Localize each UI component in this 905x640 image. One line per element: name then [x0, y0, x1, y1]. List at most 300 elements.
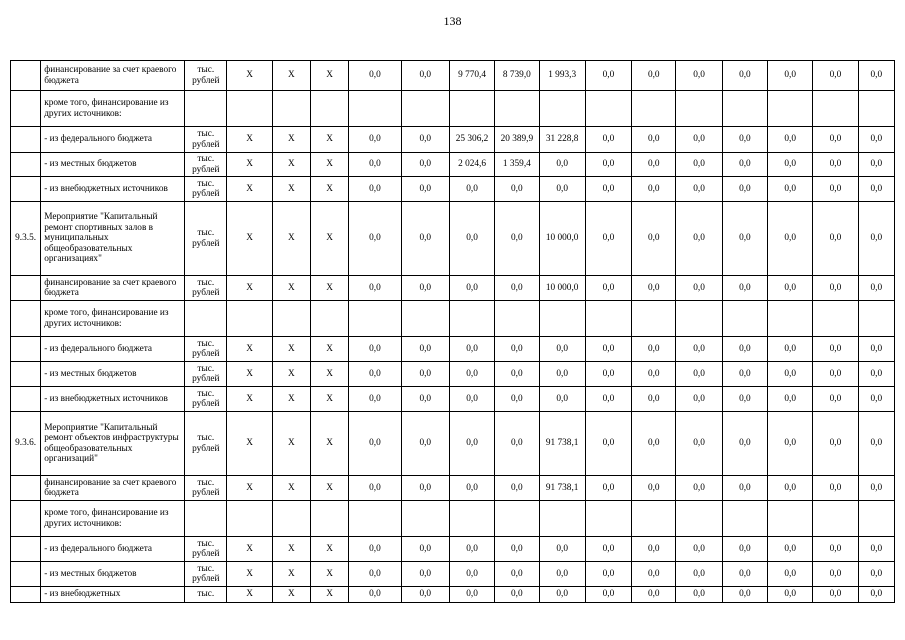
value-cell: 0,0 [632, 562, 676, 587]
row-number [11, 501, 41, 537]
row-name: - из внебюджетных источников [41, 177, 185, 202]
table-row [11, 412, 895, 476]
value-cell: X [272, 153, 310, 177]
value-cell: 0,0 [676, 202, 722, 276]
row-name: Мероприятие "Капитальный ремонт спортивных залов в муниципальных общеобразовательных организациях" [41, 202, 185, 276]
table-row [11, 61, 895, 91]
value-cell: X [311, 537, 349, 562]
value-cell [227, 501, 272, 537]
value-cell: 0,0 [768, 387, 813, 412]
value-cell: 0,0 [768, 412, 813, 476]
value-cell: 0,0 [676, 177, 722, 202]
value-cell: 0,0 [539, 587, 585, 603]
row-unit: тыс. рублей [185, 153, 227, 177]
value-cell [858, 501, 894, 537]
value-cell [585, 301, 631, 337]
row-unit [185, 91, 227, 127]
value-cell: 0,0 [768, 476, 813, 501]
value-cell [676, 91, 722, 127]
value-cell: 0,0 [768, 362, 813, 387]
value-cell: 0,0 [495, 587, 539, 603]
value-cell: 0,0 [632, 362, 676, 387]
value-cell: X [227, 276, 272, 301]
value-cell [311, 501, 349, 537]
value-cell: 0,0 [676, 587, 722, 603]
row-name: - из внебюджетных [41, 587, 185, 603]
value-cell: 25 306,2 [449, 127, 494, 153]
table-row [11, 537, 895, 562]
value-cell: X [227, 127, 272, 153]
value-cell: X [227, 337, 272, 362]
value-cell: 0,0 [585, 337, 631, 362]
value-cell: 0,0 [539, 562, 585, 587]
value-cell: 0,0 [585, 61, 631, 91]
value-cell: X [272, 537, 310, 562]
row-unit: тыс. рублей [185, 412, 227, 476]
value-cell: 91 738,1 [539, 412, 585, 476]
table-row [11, 177, 895, 202]
row-unit: тыс. рублей [185, 177, 227, 202]
value-cell: 0,0 [495, 202, 539, 276]
value-cell [722, 501, 767, 537]
value-cell: 0,0 [858, 537, 894, 562]
value-cell: X [227, 202, 272, 276]
value-cell [311, 91, 349, 127]
value-cell: 0,0 [585, 412, 631, 476]
row-name: кроме того, финансирование из других источников: [41, 91, 185, 127]
value-cell: 0,0 [632, 412, 676, 476]
value-cell: 0,0 [401, 276, 449, 301]
value-cell [272, 301, 310, 337]
value-cell: X [272, 387, 310, 412]
value-cell: 1 993,3 [539, 61, 585, 91]
value-cell [227, 91, 272, 127]
value-cell [858, 301, 894, 337]
value-cell: 0,0 [676, 61, 722, 91]
value-cell: 0,0 [768, 177, 813, 202]
value-cell: 0,0 [768, 276, 813, 301]
value-cell: 0,0 [449, 587, 494, 603]
value-cell: 2 024,6 [449, 153, 494, 177]
value-cell: 0,0 [768, 337, 813, 362]
value-cell: X [272, 127, 310, 153]
row-unit: тыс. рублей [185, 337, 227, 362]
value-cell: X [227, 362, 272, 387]
value-cell [813, 91, 858, 127]
value-cell: 0,0 [539, 337, 585, 362]
value-cell: 10 000,0 [539, 202, 585, 276]
value-cell: 0,0 [722, 153, 767, 177]
row-number [11, 476, 41, 501]
value-cell [813, 501, 858, 537]
value-cell: 0,0 [585, 153, 631, 177]
value-cell [632, 501, 676, 537]
value-cell: 0,0 [495, 387, 539, 412]
row-number [11, 127, 41, 153]
value-cell: 0,0 [401, 61, 449, 91]
value-cell: 0,0 [585, 177, 631, 202]
table-row [11, 587, 895, 603]
value-cell: X [311, 153, 349, 177]
value-cell: 0,0 [813, 276, 858, 301]
value-cell: 0,0 [858, 337, 894, 362]
value-cell: 0,0 [676, 153, 722, 177]
value-cell: 0,0 [349, 362, 401, 387]
value-cell: 0,0 [676, 362, 722, 387]
value-cell: X [311, 362, 349, 387]
value-cell: 1 359,4 [495, 153, 539, 177]
value-cell [495, 501, 539, 537]
value-cell [449, 301, 494, 337]
value-cell: 0,0 [676, 412, 722, 476]
value-cell: X [272, 362, 310, 387]
value-cell: 0,0 [401, 362, 449, 387]
value-cell: 0,0 [722, 562, 767, 587]
row-name: Мероприятие "Капитальный ремонт объектов инфраструктуры общеобразовательных организаций" [41, 412, 185, 476]
row-number [11, 91, 41, 127]
value-cell: 0,0 [585, 562, 631, 587]
value-cell: X [311, 276, 349, 301]
value-cell: 0,0 [858, 362, 894, 387]
value-cell: 0,0 [676, 537, 722, 562]
value-cell: 0,0 [539, 153, 585, 177]
row-unit: тыс. рублей [185, 362, 227, 387]
value-cell: 91 738,1 [539, 476, 585, 501]
value-cell: 0,0 [349, 276, 401, 301]
value-cell: 0,0 [449, 337, 494, 362]
value-cell [539, 501, 585, 537]
value-cell: 0,0 [349, 587, 401, 603]
value-cell: 0,0 [858, 127, 894, 153]
value-cell: 0,0 [401, 202, 449, 276]
value-cell: 0,0 [349, 127, 401, 153]
row-name: - из федерального бюджета [41, 537, 185, 562]
value-cell: X [311, 337, 349, 362]
value-cell: 0,0 [449, 202, 494, 276]
table-row [11, 387, 895, 412]
value-cell: 0,0 [768, 202, 813, 276]
value-cell: X [272, 476, 310, 501]
value-cell: 0,0 [722, 61, 767, 91]
table-row [11, 153, 895, 177]
value-cell: 0,0 [676, 476, 722, 501]
page-number: 138 [443, 14, 462, 28]
value-cell: 0,0 [858, 276, 894, 301]
value-cell: X [272, 61, 310, 91]
row-unit: тыс. рублей [185, 562, 227, 587]
value-cell [401, 501, 449, 537]
row-number: 9.3.6. [11, 412, 41, 476]
value-cell [722, 301, 767, 337]
value-cell: 0,0 [349, 61, 401, 91]
value-cell: 0,0 [813, 153, 858, 177]
value-cell: X [272, 177, 310, 202]
value-cell: 0,0 [722, 337, 767, 362]
row-number [11, 61, 41, 91]
value-cell: 0,0 [813, 587, 858, 603]
value-cell: 0,0 [349, 476, 401, 501]
value-cell: 0,0 [401, 127, 449, 153]
value-cell: 0,0 [585, 387, 631, 412]
row-number [11, 562, 41, 587]
value-cell: X [311, 387, 349, 412]
value-cell: 0,0 [585, 276, 631, 301]
value-cell [632, 91, 676, 127]
value-cell: X [227, 61, 272, 91]
value-cell: 0,0 [585, 587, 631, 603]
value-cell: X [272, 276, 310, 301]
value-cell: X [311, 127, 349, 153]
value-cell: 0,0 [676, 337, 722, 362]
value-cell: 0,0 [585, 202, 631, 276]
table-row [11, 127, 895, 153]
row-name: - из местных бюджетов [41, 153, 185, 177]
table-row [11, 476, 895, 501]
value-cell [449, 501, 494, 537]
value-cell: X [311, 562, 349, 587]
value-cell [539, 301, 585, 337]
value-cell: 0,0 [449, 177, 494, 202]
value-cell: 0,0 [722, 276, 767, 301]
value-cell [722, 91, 767, 127]
value-cell: 0,0 [858, 412, 894, 476]
value-cell: 0,0 [449, 362, 494, 387]
value-cell [539, 91, 585, 127]
value-cell: X [272, 587, 310, 603]
value-cell: 0,0 [632, 202, 676, 276]
value-cell: 0,0 [449, 537, 494, 562]
value-cell: X [227, 177, 272, 202]
value-cell: 0,0 [858, 587, 894, 603]
value-cell: 0,0 [349, 153, 401, 177]
row-unit: тыс. [185, 587, 227, 603]
value-cell: 0,0 [349, 202, 401, 276]
value-cell: 9 770,4 [449, 61, 494, 91]
table-row [11, 337, 895, 362]
value-cell: 0,0 [676, 562, 722, 587]
value-cell: 0,0 [722, 127, 767, 153]
value-cell: X [227, 153, 272, 177]
table-row [11, 301, 895, 337]
row-number [11, 362, 41, 387]
value-cell: X [227, 412, 272, 476]
value-cell [585, 501, 631, 537]
row-number [11, 387, 41, 412]
value-cell: 0,0 [632, 587, 676, 603]
value-cell: 0,0 [449, 476, 494, 501]
value-cell: 0,0 [449, 276, 494, 301]
value-cell: 0,0 [401, 387, 449, 412]
value-cell: 0,0 [539, 387, 585, 412]
table-row [11, 91, 895, 127]
value-cell: X [272, 562, 310, 587]
value-cell: 0,0 [401, 153, 449, 177]
row-number [11, 276, 41, 301]
value-cell: 0,0 [401, 562, 449, 587]
value-cell: 0,0 [858, 202, 894, 276]
value-cell: 0,0 [495, 537, 539, 562]
row-unit: тыс. рублей [185, 202, 227, 276]
value-cell [632, 301, 676, 337]
value-cell [227, 301, 272, 337]
value-cell: 0,0 [858, 387, 894, 412]
value-cell: 0,0 [858, 61, 894, 91]
value-cell: X [272, 412, 310, 476]
value-cell: 0,0 [495, 337, 539, 362]
value-cell: 0,0 [449, 412, 494, 476]
value-cell: 0,0 [539, 177, 585, 202]
value-cell: 0,0 [632, 537, 676, 562]
value-cell [676, 301, 722, 337]
value-cell [349, 301, 401, 337]
row-number [11, 337, 41, 362]
row-name: - из внебюджетных источников [41, 387, 185, 412]
row-name: кроме того, финансирование из других источников: [41, 501, 185, 537]
value-cell: X [311, 412, 349, 476]
row-number [11, 153, 41, 177]
value-cell: 0,0 [722, 202, 767, 276]
value-cell: 0,0 [858, 153, 894, 177]
row-name: - из местных бюджетов [41, 562, 185, 587]
value-cell: X [272, 202, 310, 276]
table-row [11, 362, 895, 387]
value-cell [349, 501, 401, 537]
value-cell: 0,0 [813, 537, 858, 562]
row-unit: тыс. рублей [185, 537, 227, 562]
value-cell: 0,0 [349, 562, 401, 587]
value-cell [495, 301, 539, 337]
row-name: - из местных бюджетов [41, 362, 185, 387]
value-cell: 0,0 [585, 362, 631, 387]
value-cell: 0,0 [858, 562, 894, 587]
value-cell: 0,0 [722, 537, 767, 562]
value-cell: 0,0 [722, 177, 767, 202]
row-number: 9.3.5. [11, 202, 41, 276]
value-cell [768, 301, 813, 337]
value-cell: 0,0 [813, 61, 858, 91]
row-name: кроме того, финансирование из других источников: [41, 301, 185, 337]
value-cell: 0,0 [632, 337, 676, 362]
value-cell: 0,0 [585, 476, 631, 501]
row-name: финансирование за счет краевого бюджета [41, 61, 185, 91]
value-cell: 0,0 [401, 587, 449, 603]
value-cell [495, 91, 539, 127]
value-cell [272, 501, 310, 537]
value-cell: X [311, 587, 349, 603]
value-cell: 0,0 [768, 61, 813, 91]
value-cell [272, 91, 310, 127]
value-cell: 0,0 [495, 177, 539, 202]
value-cell: X [311, 476, 349, 501]
row-name: финансирование за счет краевого бюджета [41, 276, 185, 301]
value-cell: 0,0 [813, 476, 858, 501]
value-cell: 0,0 [676, 127, 722, 153]
value-cell: 0,0 [722, 362, 767, 387]
value-cell: 0,0 [539, 362, 585, 387]
value-cell: 0,0 [768, 562, 813, 587]
value-cell: 0,0 [768, 127, 813, 153]
value-cell [676, 501, 722, 537]
value-cell: X [227, 387, 272, 412]
value-cell: 0,0 [495, 412, 539, 476]
value-cell: 0,0 [495, 476, 539, 501]
value-cell: 0,0 [813, 127, 858, 153]
row-unit [185, 501, 227, 537]
value-cell: 0,0 [449, 387, 494, 412]
value-cell: 0,0 [632, 61, 676, 91]
value-cell [858, 91, 894, 127]
value-cell: 0,0 [449, 562, 494, 587]
table-row [11, 276, 895, 301]
value-cell: 0,0 [401, 476, 449, 501]
value-cell: 0,0 [585, 537, 631, 562]
value-cell: 0,0 [585, 127, 631, 153]
value-cell: 0,0 [539, 537, 585, 562]
value-cell: X [311, 61, 349, 91]
value-cell [768, 501, 813, 537]
value-cell: 0,0 [768, 153, 813, 177]
row-name: - из федерального бюджета [41, 127, 185, 153]
table-row [11, 202, 895, 276]
value-cell: 0,0 [401, 537, 449, 562]
table-body [11, 61, 895, 603]
value-cell: 0,0 [722, 587, 767, 603]
row-number [11, 537, 41, 562]
row-unit: тыс. рублей [185, 387, 227, 412]
value-cell: 0,0 [676, 387, 722, 412]
value-cell: 0,0 [722, 476, 767, 501]
value-cell: 0,0 [632, 276, 676, 301]
row-unit: тыс. рублей [185, 476, 227, 501]
value-cell [401, 91, 449, 127]
value-cell: 0,0 [401, 412, 449, 476]
value-cell: 0,0 [632, 387, 676, 412]
table-row [11, 562, 895, 587]
row-number [11, 177, 41, 202]
value-cell [449, 91, 494, 127]
value-cell: 0,0 [349, 177, 401, 202]
row-unit [185, 301, 227, 337]
value-cell: 0,0 [813, 387, 858, 412]
value-cell: 0,0 [676, 276, 722, 301]
value-cell: X [311, 202, 349, 276]
budget-table [10, 60, 895, 603]
value-cell: 0,0 [813, 177, 858, 202]
value-cell [311, 301, 349, 337]
value-cell: X [272, 337, 310, 362]
value-cell: 0,0 [858, 177, 894, 202]
value-cell: 31 228,8 [539, 127, 585, 153]
row-number [11, 301, 41, 337]
value-cell: 0,0 [722, 387, 767, 412]
value-cell: 0,0 [349, 337, 401, 362]
value-cell: 8 739,0 [495, 61, 539, 91]
value-cell [349, 91, 401, 127]
value-cell [401, 301, 449, 337]
value-cell: 0,0 [632, 153, 676, 177]
value-cell [813, 301, 858, 337]
row-unit: тыс. рублей [185, 127, 227, 153]
value-cell: 0,0 [495, 276, 539, 301]
table-row [11, 501, 895, 537]
value-cell: 0,0 [813, 562, 858, 587]
value-cell: 0,0 [813, 412, 858, 476]
value-cell: X [311, 177, 349, 202]
value-cell: X [227, 562, 272, 587]
value-cell: 0,0 [349, 387, 401, 412]
value-cell: 10 000,0 [539, 276, 585, 301]
value-cell: 0,0 [813, 362, 858, 387]
